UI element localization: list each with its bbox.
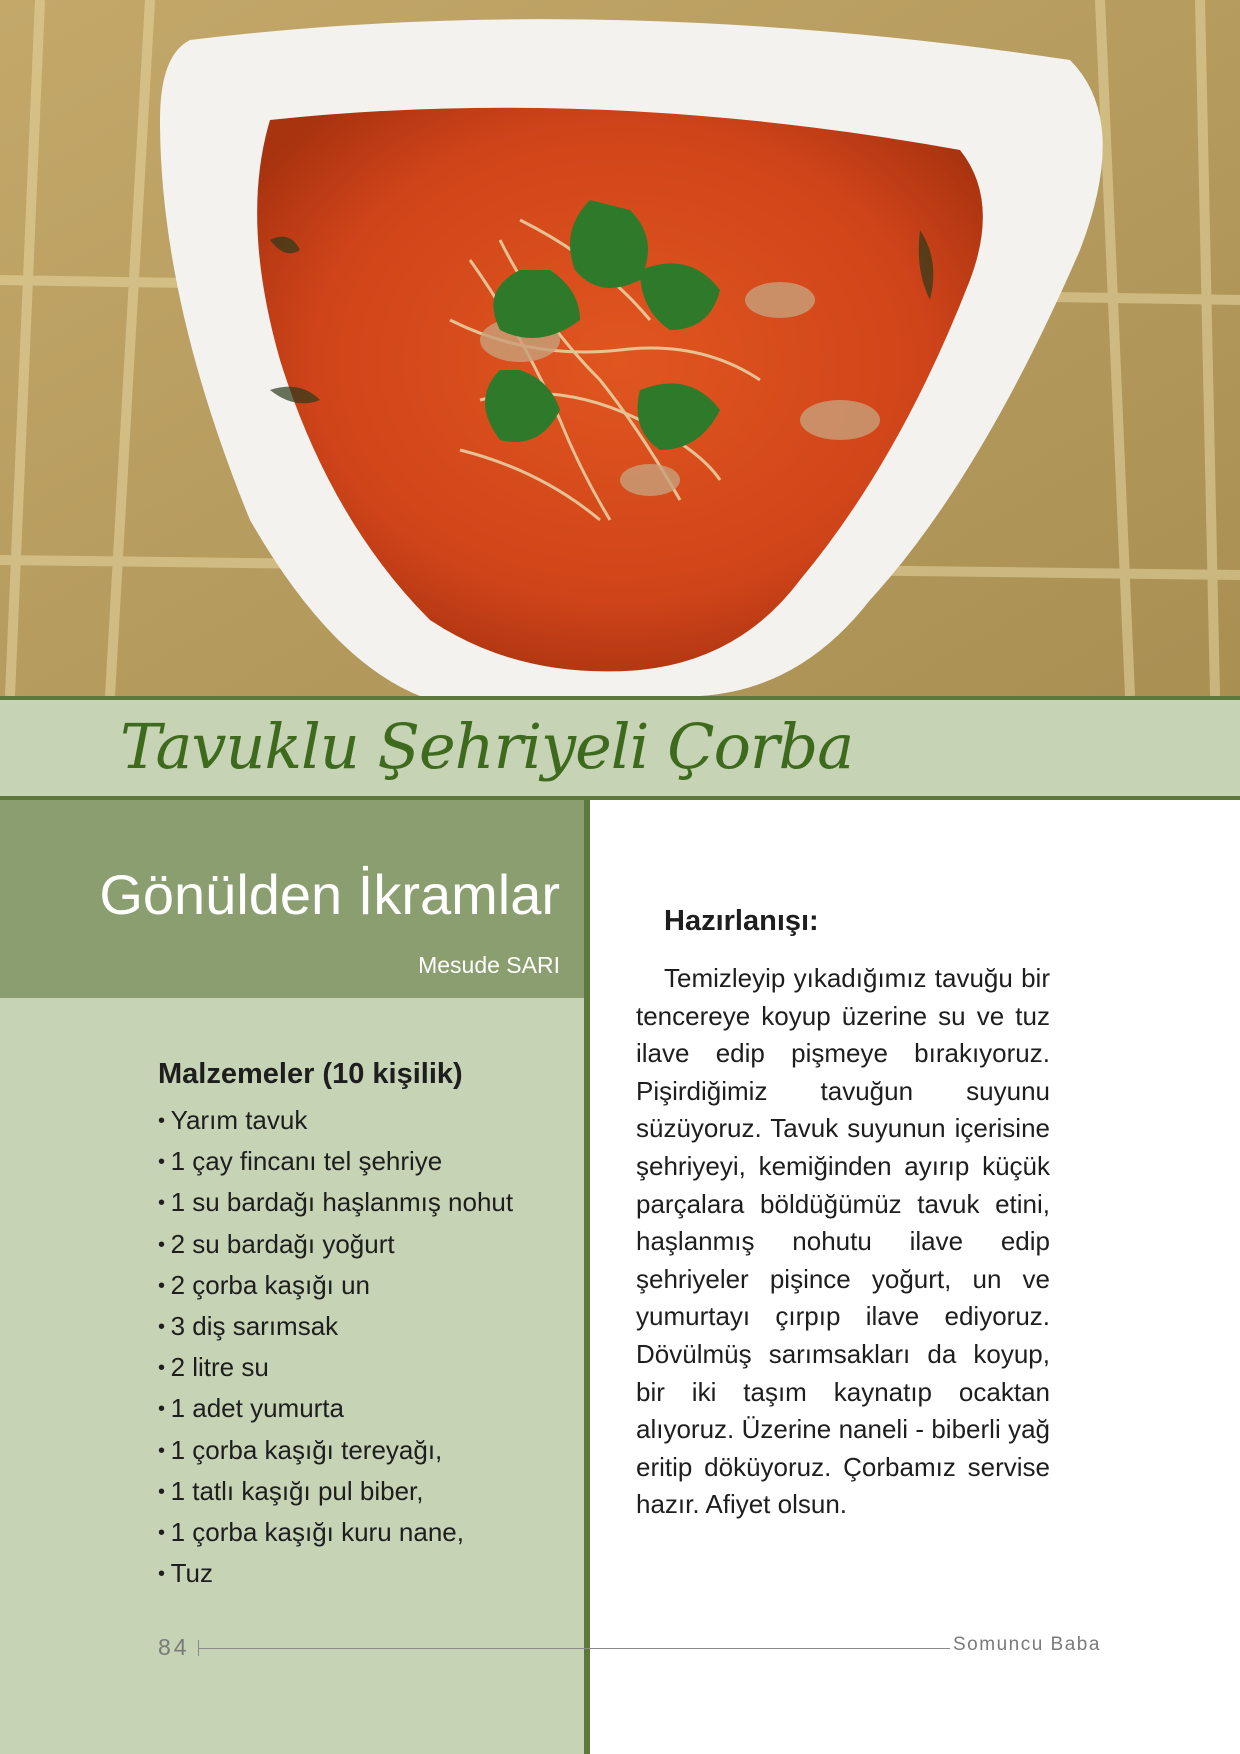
ingredient-item: • 1 tatlı kaşığı pul biber, (158, 1471, 513, 1512)
ingredient-item: • 2 su bardağı yoğurt (158, 1224, 513, 1265)
ingredient-item: • 1 çorba kaşığı tereyağı, (158, 1430, 513, 1471)
ingredient-item: • Tuz (158, 1553, 513, 1594)
preparation-heading: Hazırlanışı: (664, 905, 819, 937)
footer-rule (198, 1648, 950, 1649)
ingredient-item: • 1 çay fincanı tel şehriye (158, 1141, 513, 1182)
title-band (0, 696, 1240, 800)
soup-photo (0, 0, 1240, 696)
ingredient-item: • 3 diş sarımsak (158, 1306, 513, 1347)
ingredient-item: • 2 litre su (158, 1347, 513, 1388)
ingredient-item: • 1 su bardağı haşlanmış nohut (158, 1182, 513, 1223)
ingredient-item: • 2 çorba kaşığı un (158, 1265, 513, 1306)
recipe-title: Tavuklu Şehriyeli Çorba (120, 710, 854, 783)
ingredient-item: • 1 adet yumurta (158, 1388, 513, 1429)
ingredients-list (158, 1100, 513, 1594)
ingredient-item: • Yarım tavuk (158, 1100, 513, 1141)
page-number: 84 (158, 1634, 190, 1660)
author-name: Mesude SARI (418, 952, 560, 978)
ingredient-item: • 1 çorba kaşığı kuru nane, (158, 1512, 513, 1553)
ingredients-heading: Malzemeler (10 kişilik) (158, 1058, 463, 1090)
column-divider (584, 800, 590, 1754)
ingredients-column (0, 800, 584, 1754)
section-title: Gönülden İkramlar (99, 863, 560, 926)
soup-photo-illustration (0, 0, 1240, 696)
section-header-box (0, 800, 584, 998)
preparation-text: Temizleyip yıkadığımız tavuğu bir tencereye koyup üzerine su ve tuz ilave edip pişmeye bırakıyoruz. Pişirdiğimiz tavuğun suyunu süzüyoruz. Tavuk suyunun içerisine şehriyeyi, kemiğinden ayırıp küçük parçalara böldüğümüz tavuk etini, haşlanmış nohutu ilave edip şehriyeler pişince yoğurt, un ve yumurtayı çırpıp ilave ediyoruz. Dövülmüş sarımsakları da koyup, bir iki taşım kaynatıp ocaktan alıyoruz. Üzerine naneli - biberli yağ eritip döküyoruz. Çorbamız servise hazır. Afiyet olsun. (636, 963, 1050, 1520)
magazine-name: Somuncu Baba (953, 1634, 1101, 1655)
